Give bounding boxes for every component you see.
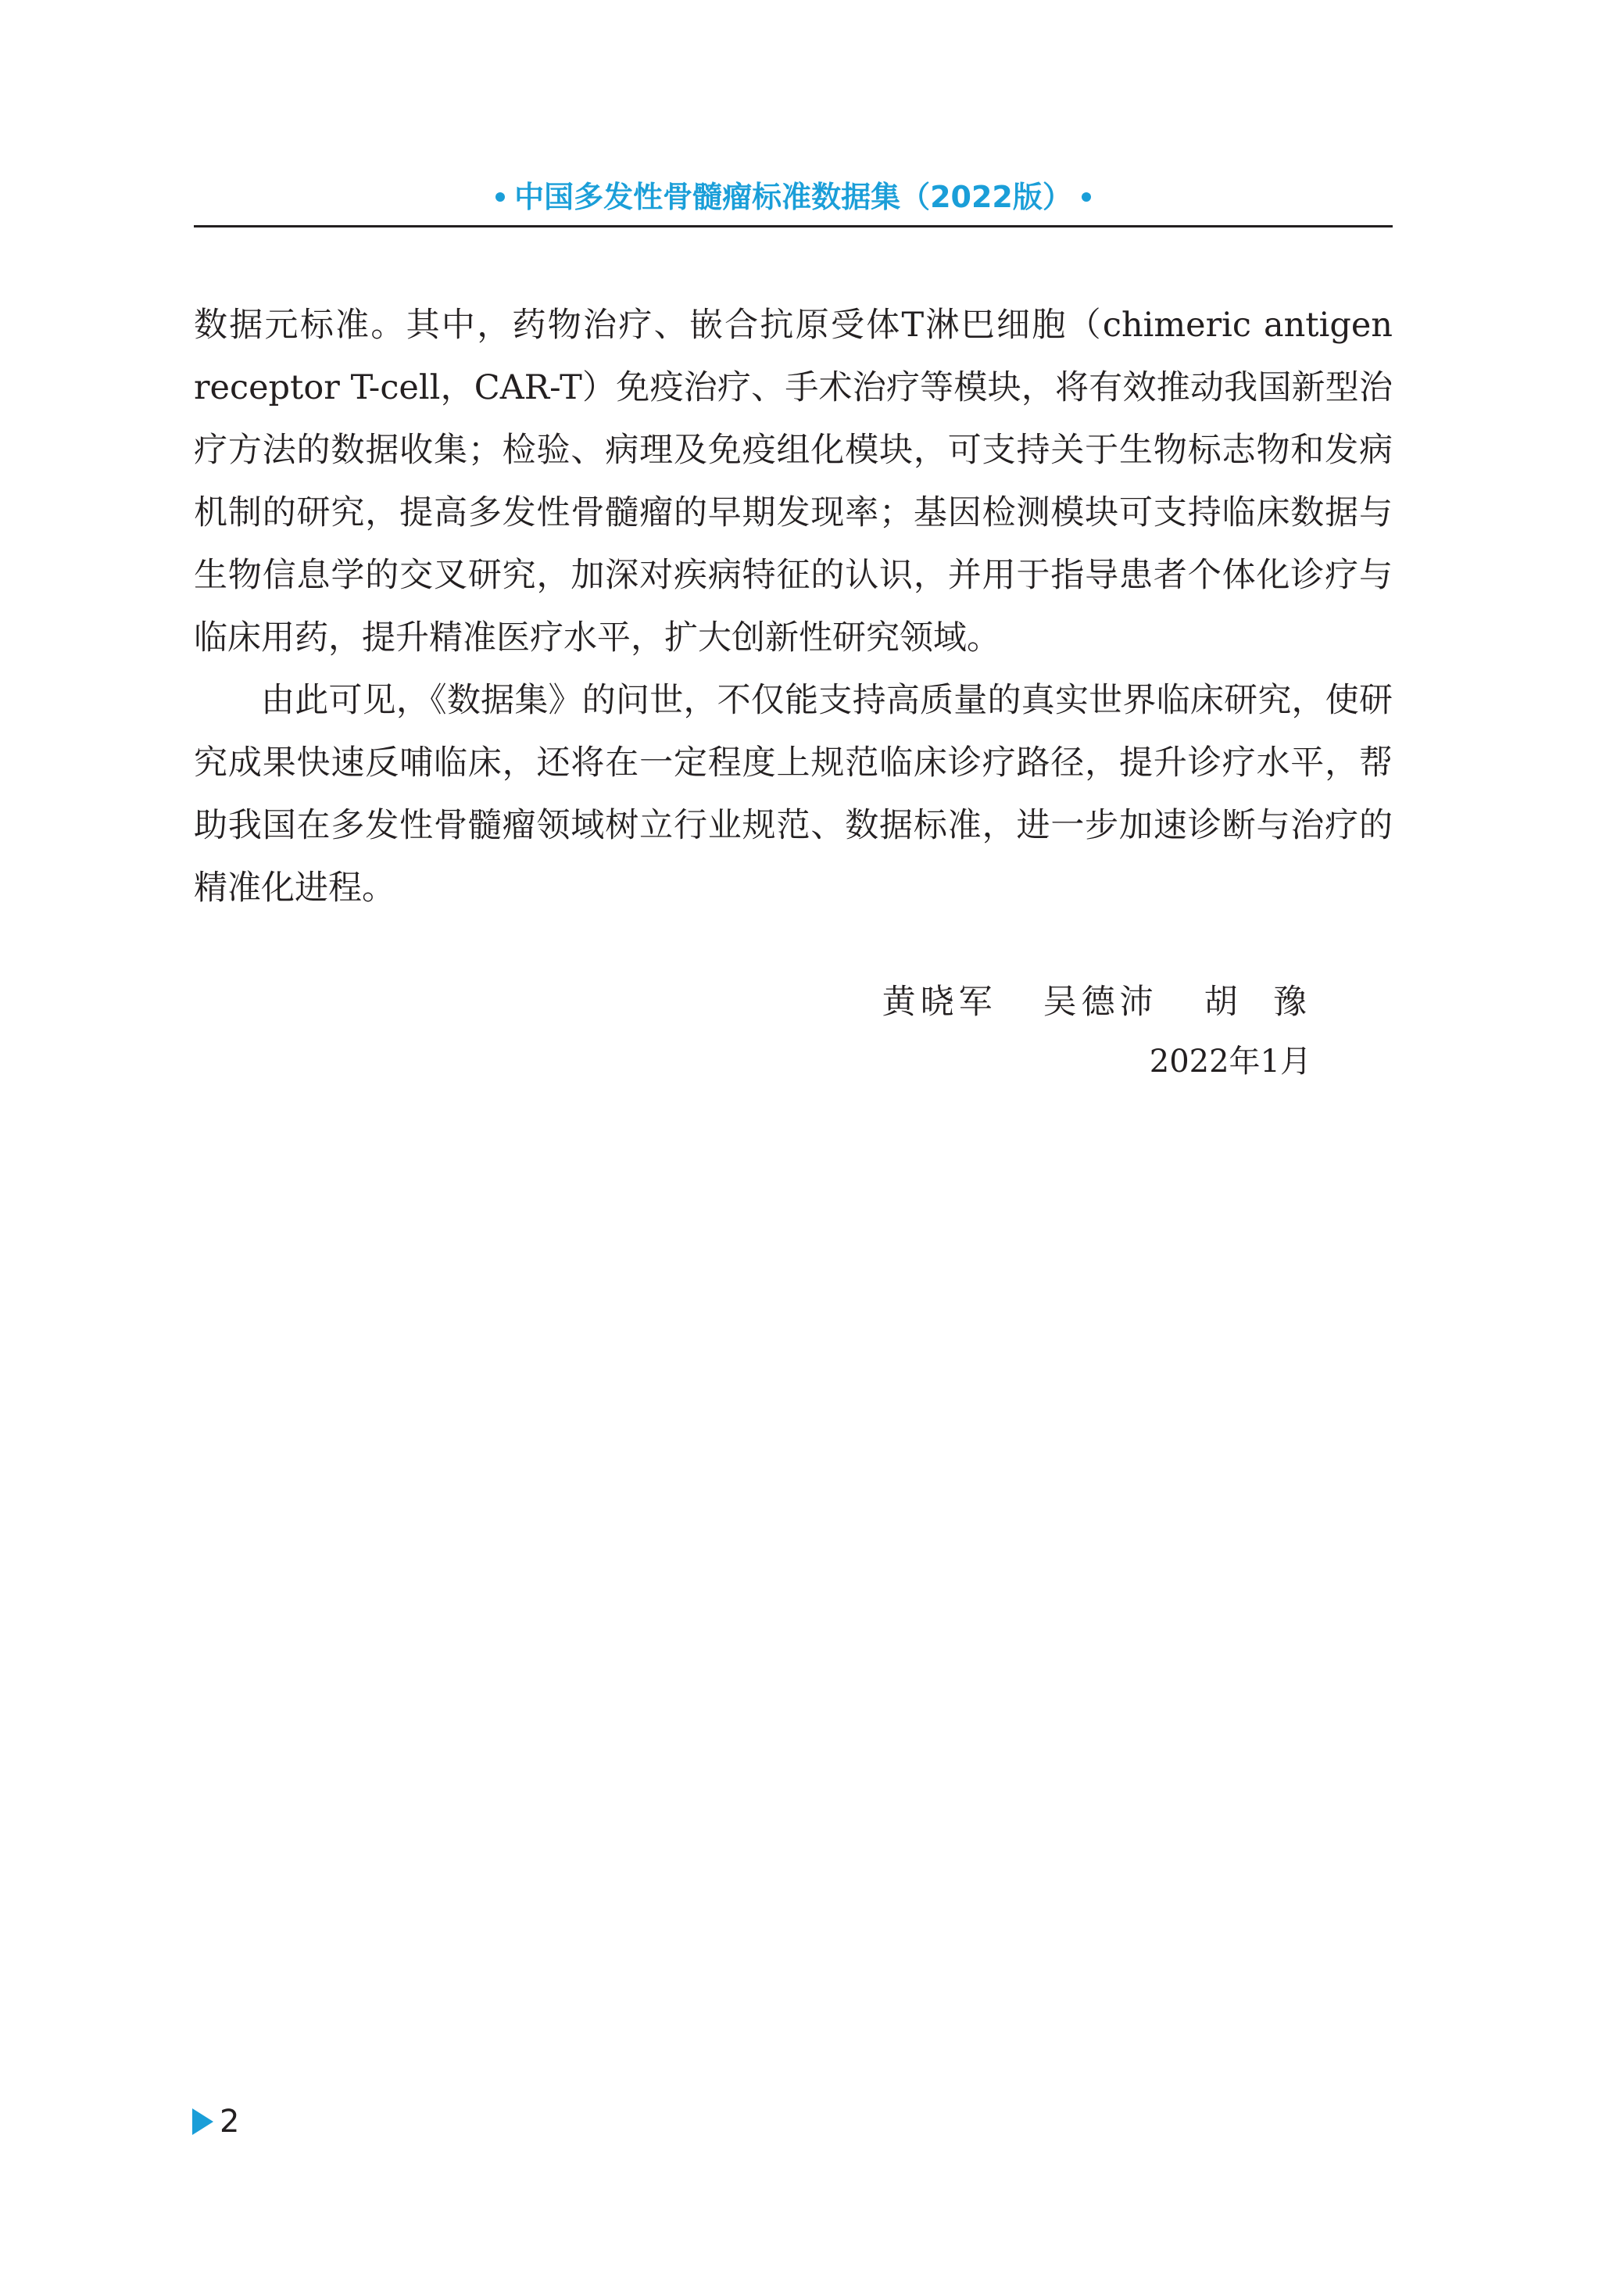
paragraph-1: 数据元标准。其中，药物治疗、嵌合抗原受体T淋巴细胞（chimeric antigen receptor T-cell，CAR-T）免疫治疗、手术治疗等模块，将有效推动我国新型治疗方法的数据收集；检验、病理及免疫组化模块，可支持关于生物标志物和发病机制的研究，提高多发性骨髓瘤的早期发现率；基因检测模块可支持临床数据与生物信息学的交叉研究，加深对疾病特征的认识，并用于指导患者个体化诊疗与临床用药，提升精准医疗水平，扩大创新性研究领域。 (194, 306, 1393, 657)
page-footer (192, 2098, 239, 2145)
body-text (194, 294, 1393, 919)
header-divider (194, 225, 1393, 227)
paragraph-2: 由此可见，《数据集》的问世，不仅能支持高质量的真实世界临床研究，使研究成果快速反哺临床，还将在一定程度上规范临床诊疗路径，提升诊疗水平，帮助我国在多发性骨髓瘤领域树立行业规范、数据标准，进一步加速诊断与治疗的精准化进程。 (194, 681, 1393, 908)
bullet-dot-icon (1082, 192, 1091, 202)
page-number: 2 (220, 2104, 240, 2140)
triangle-right-icon (192, 2108, 213, 2135)
header-title: 中国多发性骨髓瘤标准数据集（2022版） (514, 180, 1072, 214)
running-header (194, 174, 1393, 220)
signature-authors: 黄晓军 吴德沛 胡 豫 (882, 983, 1311, 1022)
bullet-dot-icon (495, 192, 505, 202)
signature-date: 2022年1月 (1149, 1044, 1311, 1080)
